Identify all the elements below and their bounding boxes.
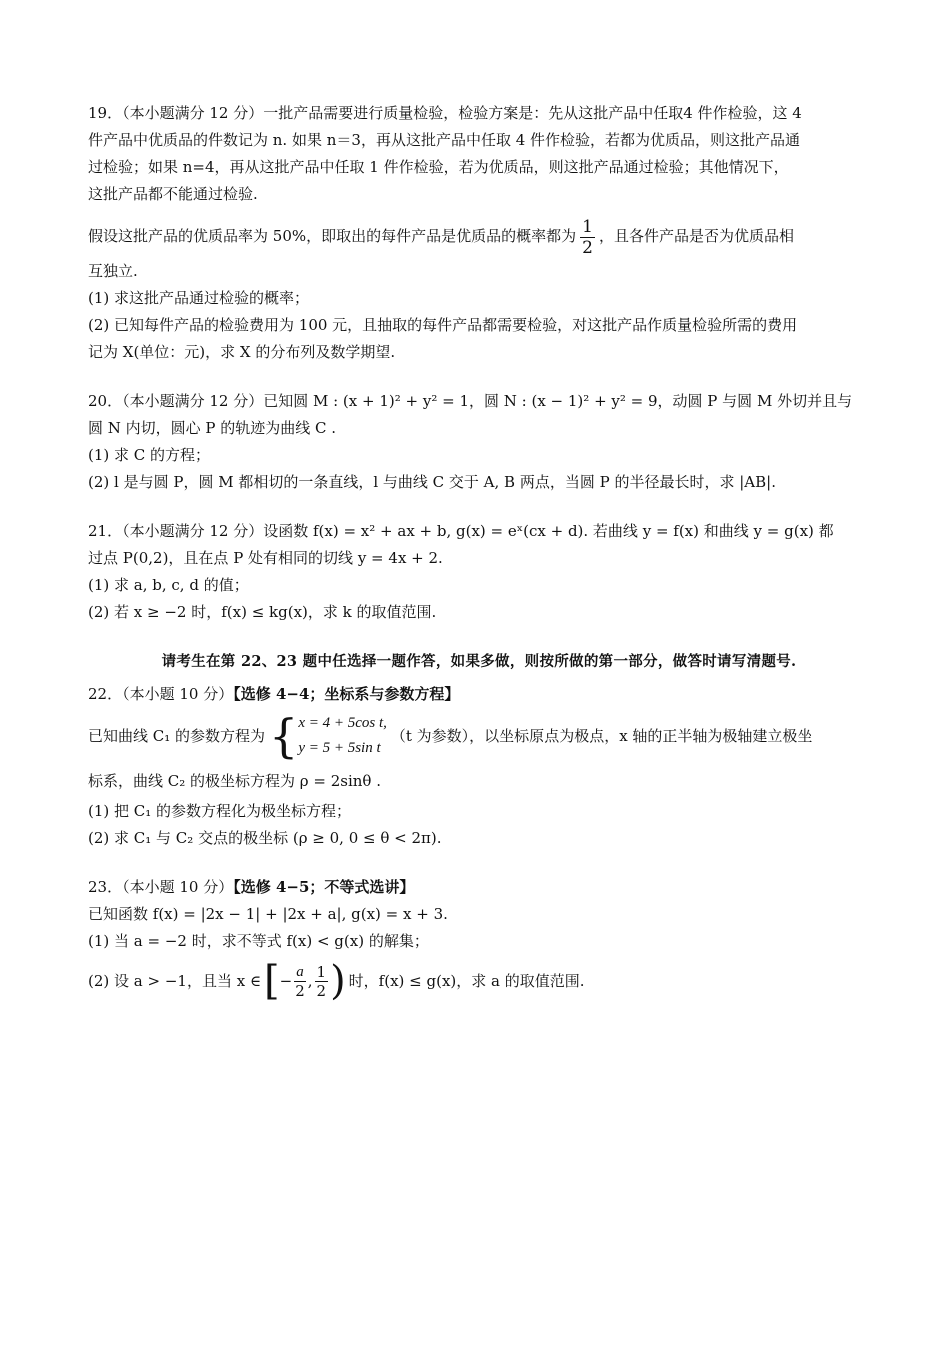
q19-line-5-post: ，且各件产品是否为优质品相: [598, 227, 794, 245]
elective-notice: 请考生在第 22、23 题中任选择一题作答，如果多做，则按所做的第一部分，做答时请写清题号.: [161, 653, 797, 670]
question-19: [88, 100, 870, 366]
q20-line-2: 圆 N 内切，圆心 P 的轨迹为曲线 C .: [88, 419, 337, 437]
fraction-denominator: 2: [582, 237, 593, 258]
q19-part-1: (1) 求这批产品通过检验的概率；: [88, 289, 310, 307]
q20-part-2: (2) l 是与圆 P，圆 M 都相切的一条直线，l 与曲线 C 交于 A, B 两点，当圆 P 的半径最长时，求 |AB|.: [88, 473, 776, 491]
q22-line-1-post: （t 为参数），以坐标原点为极点，x 轴的正半轴为极轴建立极坐: [390, 726, 813, 745]
right-paren-icon: ): [330, 958, 346, 1004]
q22-part-2: (2) 求 C₁ 与 C₂ 交点的极坐标 (ρ ≥ 0, 0 ≤ θ < 2π).: [88, 829, 442, 847]
q23-heading-prefix: 23．（本小题 10 分）: [88, 878, 234, 896]
fraction-a-over-2: [294, 963, 306, 1000]
interval-expression: [264, 958, 346, 1004]
question-20: [88, 388, 870, 496]
q20-part-1: (1) 求 C 的方程；: [88, 446, 211, 464]
q19-line-5-pre: 假设这批产品的优质品率为 50%，即取出的每件产品是优质品的概率都为: [88, 227, 577, 245]
minus-sign: −: [279, 971, 293, 990]
q23-heading: [88, 874, 870, 901]
q19-line-6: 互独立.: [88, 262, 138, 280]
q21-line-1: 21．（本小题满分 12 分）设函数 f(x) = x² + ax + b, g(x) = eˣ(cx + d). 若曲线 y = f(x) 和曲线 y = g(x) 都: [88, 522, 834, 540]
q19-line-2: 件产品中优质品的件数记为 n. 如果 n＝3，再从这批产品中任取 4 件作检验，若都为优质品，则这批产品通: [88, 131, 801, 149]
q22-heading-prefix: 22．（本小题 10 分）: [88, 685, 234, 703]
fraction-denominator: 2: [316, 981, 327, 1000]
q19-line-5: [88, 214, 870, 258]
fraction-one-half: [315, 963, 329, 1000]
question-23: [88, 874, 870, 1007]
q23-part-2-post: 时，f(x) ≤ g(x)，求 a 的取值范围.: [348, 971, 585, 990]
fraction-numerator: 1: [582, 216, 593, 237]
q22-heading: [88, 681, 870, 708]
left-bracket-icon: [: [264, 958, 280, 1004]
q22-part-1: (1) 把 C₁ 的参数方程化为极坐标方程；: [88, 802, 352, 820]
q22-line-2: 标系，曲线 C₂ 的极坐标方程为 ρ = 2sinθ .: [88, 772, 381, 790]
q23-heading-topic: 【选修 4−5；不等式选讲】: [233, 878, 415, 896]
q21-part-1: (1) 求 a, b, c, d 的值；: [88, 576, 249, 594]
parametric-system: [269, 711, 387, 761]
left-brace-icon: {: [269, 709, 299, 763]
q19-line-3: 过检验；如果 n=4，再从这批产品中任取 1 件作检验，若为优质品，则这批产品通过检验；其他情况下，: [88, 158, 789, 176]
q21-part-2: (2) 若 x ≥ −2 时，f(x) ≤ kg(x)，求 k 的取值范围.: [88, 603, 437, 621]
q19-part-2a: (2) 已知每件产品的检验费用为 100 元，且抽取的每件产品都需要检验，对这批产品作质量检验所需的费用: [88, 316, 798, 334]
fraction-numerator: 1: [316, 962, 327, 981]
q22-line-1-pre: 已知曲线 C₁ 的参数方程为: [88, 726, 266, 745]
question-22: [88, 681, 870, 852]
comma: ,: [307, 971, 313, 990]
parametric-eq-y: y = 5 + 5sin t: [298, 740, 381, 756]
q19-line-1: 19．（本小题满分 12 分）一批产品需要进行质量检验，检验方案是：先从这批产品中任取4 件作检验，这 4: [88, 104, 802, 122]
q23-part-2-pre: (2) 设 a > −1，且当 x ∈: [88, 971, 262, 990]
q22-line-1: [88, 708, 870, 764]
q23-part-1: (1) 当 a = −2 时，求不等式 f(x) < g(x) 的解集；: [88, 932, 429, 950]
fraction-denominator: 2: [295, 981, 305, 1000]
q19-part-2b: 记为 X(单位：元)，求 X 的分布列及数学期望.: [88, 343, 396, 361]
q23-part-2: [88, 955, 870, 1007]
q19-line-4: 这批产品都不能通过检验.: [88, 185, 258, 203]
exam-page: [88, 100, 870, 1007]
q21-line-2: 过点 P(0,2)，且在点 P 处有相同的切线 y = 4x + 2.: [88, 549, 443, 567]
question-21: [88, 518, 870, 626]
fraction-numerator: a: [296, 963, 304, 980]
q22-heading-topic: 【选修 4−4；坐标系与参数方程】: [233, 685, 460, 703]
q20-line-1: 20．（本小题满分 12 分）已知圆 M : (x + 1)² + y² = 1，圆 N : (x − 1)² + y² = 9，动圆 P 与圆 M 外切并且与: [88, 392, 853, 410]
parametric-eq-x: x = 4 + 5cos t,: [298, 715, 387, 731]
fraction-one-half: [580, 217, 595, 258]
q23-line-1: 已知函数 f(x) = |2x − 1| + |2x + a|, g(x) = x + 3.: [88, 905, 448, 923]
